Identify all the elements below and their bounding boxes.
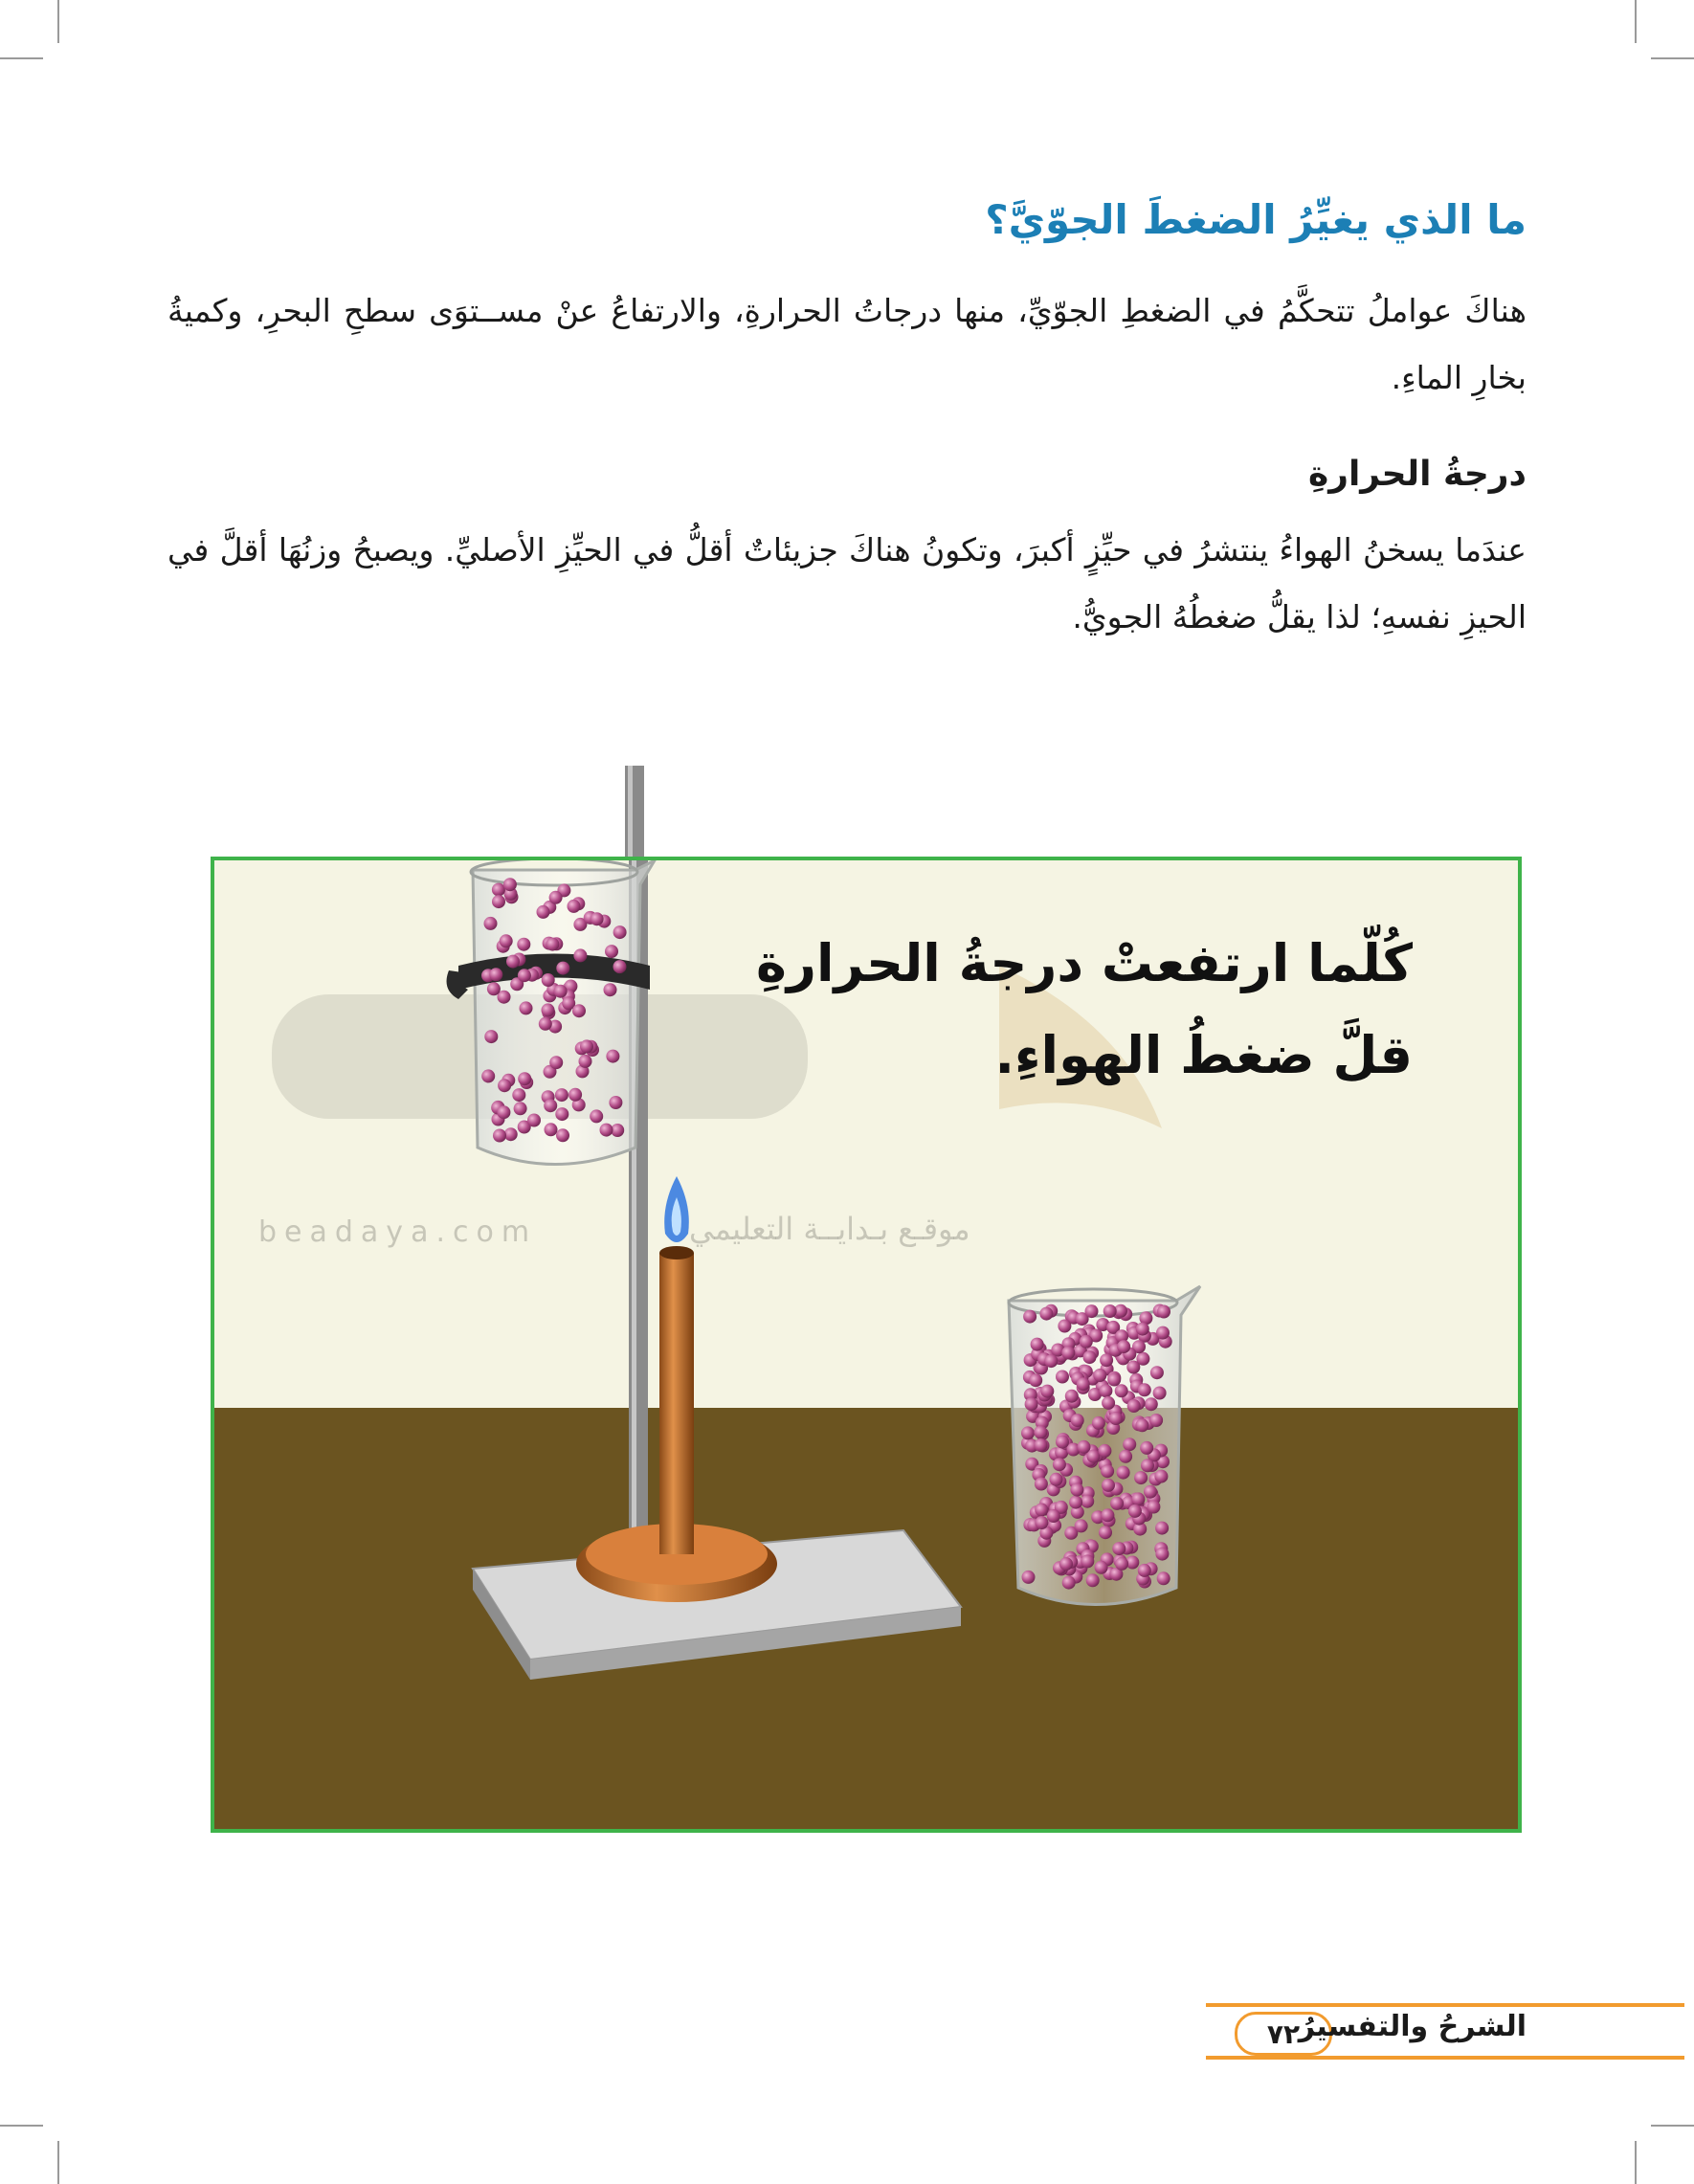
air-particle	[1035, 1516, 1048, 1529]
air-particle	[1062, 1576, 1076, 1590]
air-particle	[1147, 1501, 1160, 1514]
air-particle	[591, 912, 604, 925]
air-particle	[1080, 1335, 1093, 1348]
footer-rule-bottom	[1206, 2056, 1684, 2060]
air-particle	[1138, 1383, 1151, 1396]
air-particle	[537, 905, 550, 919]
air-particle	[1081, 1495, 1094, 1508]
air-particle	[556, 962, 569, 975]
watermark-url: beadaya.com	[258, 1215, 538, 1249]
air-particle	[514, 1102, 527, 1115]
air-particle	[1127, 1399, 1141, 1413]
air-particle	[1157, 1305, 1170, 1319]
crop-mark	[0, 2125, 43, 2127]
air-particle	[1070, 1483, 1083, 1497]
air-particle	[1022, 1571, 1036, 1584]
air-particle	[1095, 1561, 1108, 1574]
air-particle	[1093, 1369, 1106, 1382]
air-particle	[1058, 1320, 1071, 1333]
burner-tube	[659, 1253, 694, 1554]
air-particle	[1086, 1450, 1100, 1463]
air-particle	[545, 1123, 558, 1136]
crop-mark	[57, 2141, 59, 2184]
air-particle	[604, 983, 617, 996]
air-particle	[1102, 1479, 1115, 1492]
air-particle	[613, 925, 627, 939]
air-particle	[1071, 1414, 1084, 1427]
air-particle	[518, 969, 531, 982]
air-particle	[590, 1109, 603, 1123]
air-particle	[1092, 1416, 1105, 1430]
air-particle	[1050, 1473, 1063, 1486]
air-particle	[506, 955, 520, 969]
air-particle	[1025, 1397, 1038, 1411]
caption-line-2: قلَّ ضغطُ الهواءِ.	[994, 1025, 1413, 1085]
air-particle	[1075, 1519, 1088, 1532]
air-particle	[503, 878, 517, 891]
air-particle	[1069, 1496, 1082, 1509]
air-particle	[1112, 1542, 1126, 1555]
air-particle	[573, 948, 587, 962]
caption-line-1: كُلّما ارتفعتْ درجةُ الحرارةِ	[756, 933, 1413, 993]
air-particle	[512, 1088, 525, 1102]
air-particle	[1047, 1509, 1060, 1523]
air-particle	[1115, 1557, 1128, 1571]
air-particle	[609, 1096, 622, 1109]
air-particle	[555, 1088, 568, 1102]
footer-section-label: الشرحُ والتفسيرُ	[1298, 2010, 1527, 2043]
air-particle	[1081, 1554, 1094, 1568]
temperature-paragraph: عندَما يسخنُ الهواءُ ينتشرُ في حيِّزٍ أكبرَ، وتكونُ هناكَ جزيئاتٌ أقلُّ في الحيِّزِ الأصليِّ. ويصبحُ وزنُهَا أقلَّ في الحيزِ نفسهِ؛ لذا يقلُّ ضغطُهُ الجويُّ.	[167, 531, 1527, 635]
air-particle	[1053, 1458, 1066, 1471]
air-particle	[555, 1107, 568, 1121]
air-particle	[1086, 1573, 1100, 1587]
crop-mark	[1651, 57, 1694, 59]
air-particle	[1077, 1377, 1090, 1391]
air-particle	[1144, 1485, 1157, 1499]
air-particle	[568, 1088, 582, 1102]
air-particle	[1034, 1438, 1047, 1452]
air-particle	[489, 968, 502, 981]
air-particle	[600, 1124, 613, 1137]
section-heading: ما الذي يغيِّرُ الضغطَ الجوّيَّ؟	[985, 196, 1527, 243]
air-particle	[579, 1055, 592, 1068]
air-particle	[580, 1039, 593, 1053]
air-particle	[1044, 1354, 1058, 1368]
air-particle	[1083, 1350, 1097, 1364]
air-particle	[1107, 1373, 1121, 1387]
air-particle	[542, 973, 555, 987]
air-particle	[1134, 1471, 1148, 1484]
air-particle	[500, 934, 513, 947]
air-particle	[1021, 1426, 1035, 1439]
air-particle	[1031, 1338, 1044, 1351]
air-particle	[1126, 1361, 1140, 1374]
air-particle	[549, 1056, 563, 1069]
air-particle	[542, 1003, 555, 1016]
air-particle	[539, 1017, 552, 1031]
air-particle	[1023, 1310, 1036, 1324]
air-particle	[1155, 1522, 1169, 1535]
figure-caption	[743, 918, 1413, 1102]
air-particle	[1157, 1571, 1170, 1585]
air-particle	[517, 938, 530, 951]
air-particle	[1065, 1390, 1079, 1403]
air-particle	[497, 1105, 510, 1119]
air-particle	[1056, 1371, 1069, 1384]
air-particle	[544, 1099, 557, 1112]
air-particle	[1154, 1470, 1168, 1483]
air-particle	[1109, 1412, 1123, 1425]
footer-rule-top	[1206, 2003, 1684, 2007]
air-particle	[1149, 1414, 1163, 1427]
air-particle	[1128, 1504, 1142, 1518]
crop-mark	[1651, 2125, 1694, 2127]
air-particle	[1100, 1353, 1113, 1367]
experiment-figure	[211, 857, 1522, 1833]
air-particle	[1115, 1384, 1128, 1397]
air-particle	[1153, 1387, 1167, 1400]
air-particle	[1101, 1464, 1114, 1478]
crop-mark	[1635, 2141, 1637, 2184]
air-particle	[1059, 1557, 1073, 1571]
air-particle	[481, 1069, 495, 1082]
air-particle	[1150, 1366, 1164, 1379]
air-particle	[1061, 1347, 1075, 1360]
air-particle	[1117, 1466, 1130, 1480]
air-particle	[498, 1079, 511, 1092]
air-particle	[484, 917, 498, 930]
air-particle	[1085, 1304, 1099, 1318]
air-particle	[613, 960, 627, 973]
air-particle	[1136, 1323, 1149, 1336]
stand-rod-top	[620, 766, 649, 861]
air-particle	[1040, 1385, 1054, 1398]
temperature-heading: درجةُ الحرارةِ	[1307, 455, 1527, 494]
air-particle	[554, 985, 568, 998]
air-particle	[572, 1004, 586, 1017]
air-particle	[487, 982, 501, 995]
air-particle	[1056, 1436, 1069, 1449]
air-particle	[1138, 1564, 1151, 1577]
air-particle	[1039, 1307, 1053, 1321]
air-particle	[1099, 1384, 1112, 1397]
air-particle	[484, 1030, 498, 1043]
crop-mark	[0, 57, 43, 59]
crop-mark	[57, 0, 59, 43]
air-particle	[1156, 1326, 1170, 1340]
air-particle	[1103, 1304, 1117, 1318]
air-particle	[527, 1114, 541, 1127]
air-particle	[492, 883, 505, 897]
air-particle	[606, 1050, 619, 1063]
air-particle	[1140, 1441, 1153, 1455]
air-particle	[518, 1072, 531, 1085]
air-particle	[1029, 1373, 1042, 1387]
air-particle	[1035, 1504, 1048, 1517]
air-particle	[1117, 1340, 1130, 1353]
air-particle	[1102, 1396, 1115, 1410]
air-particle	[1034, 1426, 1047, 1439]
air-particle	[493, 1129, 506, 1143]
air-particle	[549, 891, 563, 904]
air-particle	[1155, 1548, 1169, 1561]
air-particle	[1110, 1497, 1124, 1510]
air-particle	[1131, 1492, 1145, 1505]
air-particle	[568, 900, 581, 913]
air-particle	[1141, 1459, 1154, 1472]
air-particle	[520, 1001, 533, 1014]
air-particle	[1099, 1526, 1112, 1539]
air-particle	[1145, 1397, 1158, 1411]
air-particle	[1123, 1437, 1136, 1451]
watermark-arabic: موقـع بـدايــة التعليمي	[689, 1211, 970, 1247]
air-particle	[556, 1128, 569, 1142]
intro-paragraph: هناكَ عواملُ تتحكَّمُ في الضغطِ الجوّيِّ، منها درجاتُ الحرارةِ، والارتفاعُ عنْ مســتوَى سطحِ البحرِ، وكميةُ بخارِ الماءِ.	[167, 292, 1527, 396]
air-particle	[1035, 1478, 1048, 1491]
air-particle	[1119, 1450, 1132, 1463]
air-particle	[492, 895, 505, 908]
air-particle	[546, 938, 559, 951]
air-particle	[605, 945, 618, 958]
page-number: ٧٢	[1235, 2012, 1332, 2056]
air-particle	[1098, 1444, 1111, 1458]
air-particle	[1101, 1508, 1114, 1522]
crop-mark	[1635, 0, 1637, 43]
air-particle	[1135, 1418, 1148, 1432]
